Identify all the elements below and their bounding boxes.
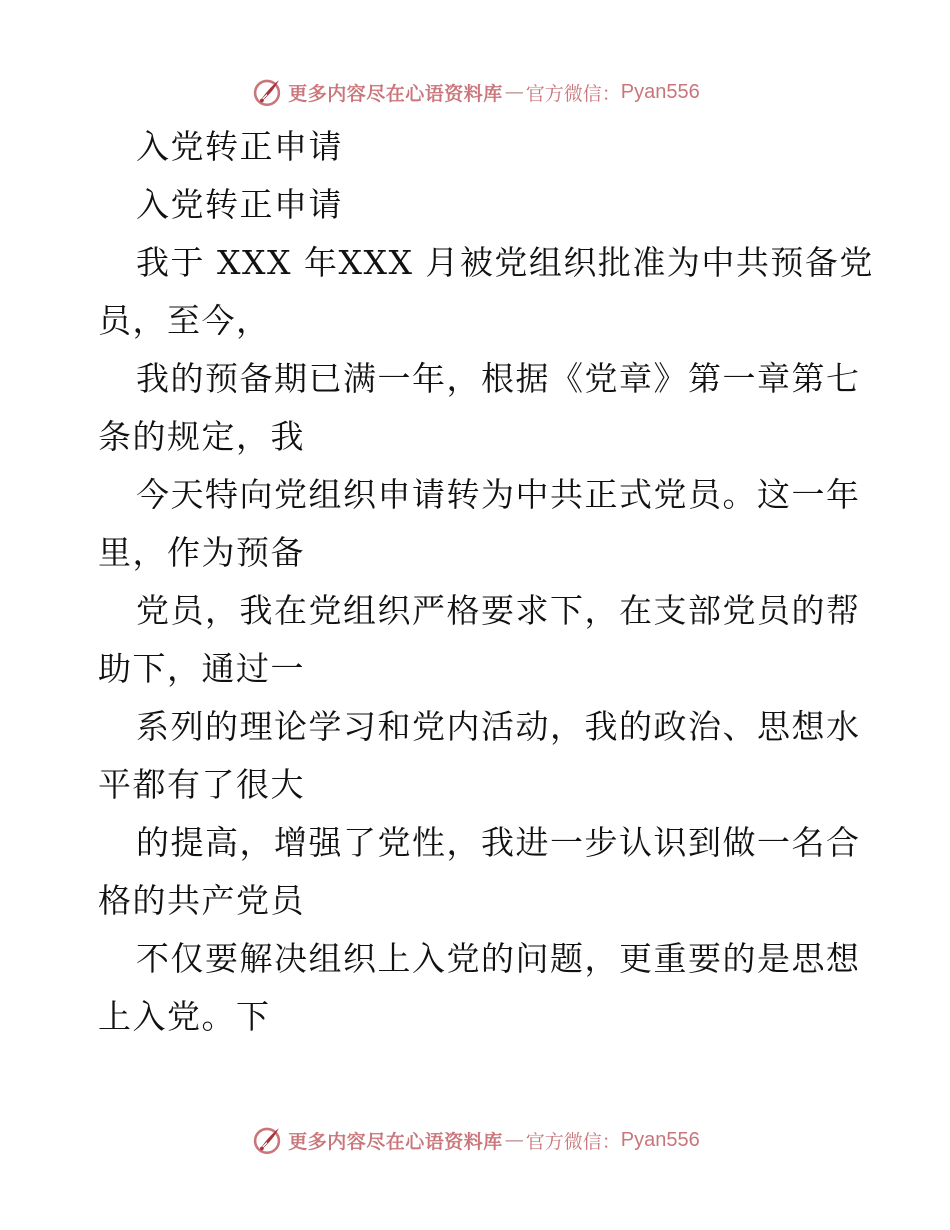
banner-separator: — <box>504 81 524 103</box>
banner-separator: — <box>504 1129 524 1151</box>
document-body <box>98 118 874 1046</box>
doc-line: 党员，我在党组织严格要求下，在支部党员的帮 <box>136 591 861 630</box>
doc-line: 我的预备期已满一年，根据《党章》第一章第七 <box>136 359 861 398</box>
doc-line: 助下，通过一 <box>98 649 305 688</box>
banner-slogan: 更多内容尽在心语资料库 <box>288 82 503 105</box>
banner-wechat-id: Pyan556 <box>620 1128 700 1151</box>
quill-pen-logo-icon <box>250 1123 284 1157</box>
banner-wechat-label: 官方微信： <box>525 1130 621 1153</box>
doc-line: 我于 XXX 年XXX 月被党组织批准为中共预备党 <box>136 243 874 282</box>
doc-line: 里，作为预备 <box>98 533 305 572</box>
doc-line: 的提高，增强了党性，我进一步认识到做一名合 <box>136 823 861 862</box>
header-banner <box>0 72 950 112</box>
banner-content <box>250 75 700 109</box>
doc-line: 格的共产党员 <box>98 881 305 920</box>
banner-slogan: 更多内容尽在心语资料库 <box>288 1130 503 1153</box>
doc-line: 员，至今， <box>98 301 271 340</box>
doc-heading: 入党转正申请 <box>136 185 343 224</box>
doc-line: 上入党。下 <box>98 997 271 1036</box>
doc-line: 条的规定，我 <box>98 417 305 456</box>
quill-pen-logo-icon <box>250 75 284 109</box>
doc-line: 今天特向党组织申请转为中共正式党员。这一年 <box>136 475 861 514</box>
banner-wechat-label: 官方微信： <box>525 82 621 105</box>
banner-content <box>250 1123 700 1157</box>
doc-line: 平都有了很大 <box>98 765 305 804</box>
banner-wechat-id: Pyan556 <box>620 80 700 103</box>
doc-title: 入党转正申请 <box>136 127 343 166</box>
doc-line: 系列的理论学习和党内活动，我的政治、思想水 <box>136 707 861 746</box>
doc-line: 不仅要解决组织上入党的问题，更重要的是思想 <box>136 939 861 978</box>
footer-banner <box>0 1120 950 1160</box>
